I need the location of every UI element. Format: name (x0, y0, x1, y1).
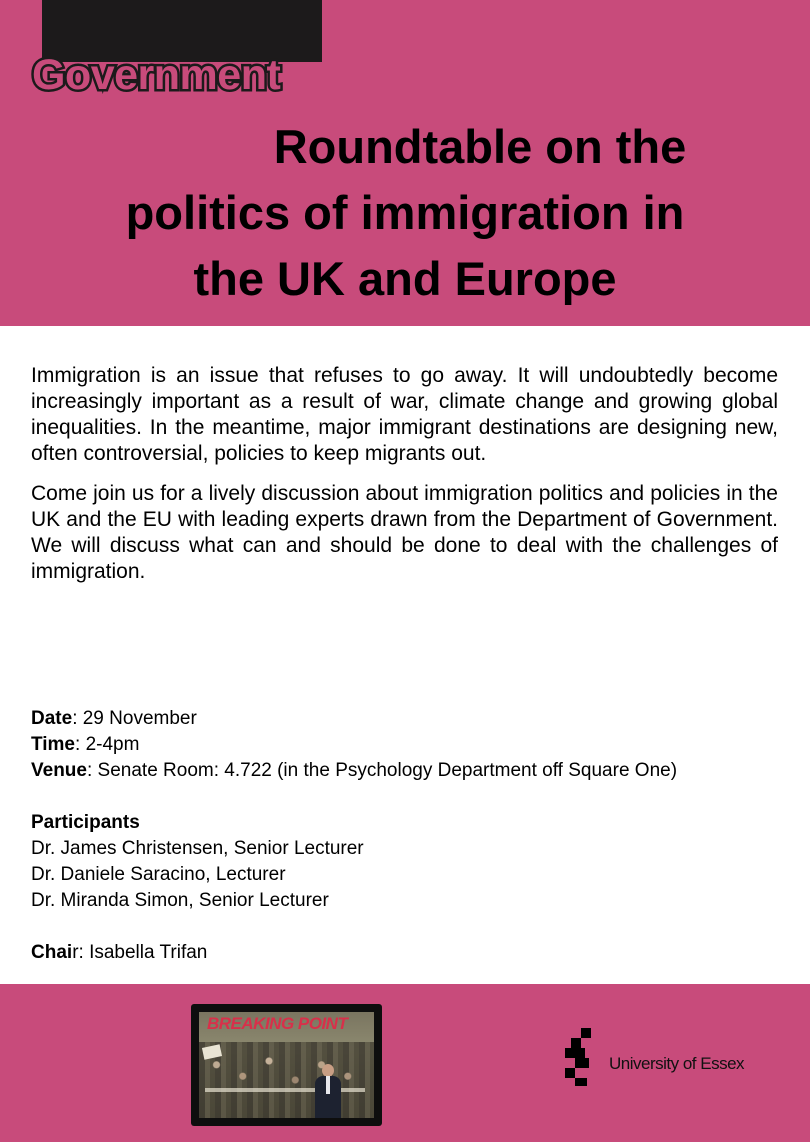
department-logo-text: Government (32, 51, 281, 99)
spacer (31, 914, 791, 940)
venue-value: : Senate Room: 4.722 (in the Psychology Department off Square One) (86, 760, 678, 781)
description-paragraph-2: Come join us for a lively discussion about immigration politics and policies in the UK and the EU with leading experts drawn from the Department of Government. We will discuss what can and should be done to deal with the challenges of immigration. (31, 482, 778, 583)
time-row (31, 732, 791, 758)
participant-1: Dr. James Christensen, Senior Lecturer (31, 838, 364, 859)
breaking-point-poster-image (191, 1004, 382, 1126)
participant-3: Dr. Miranda Simon, Senior Lecturer (31, 890, 329, 911)
chair-value: r: Isabella Trifan (72, 942, 208, 963)
description (31, 363, 778, 599)
title-line-2: politics of immigration in (125, 186, 685, 239)
participant-2: Dr. Daniele Saracino, Lecturer (31, 864, 286, 885)
time-label: Time (31, 734, 76, 755)
event-details (31, 706, 791, 966)
date-row (31, 706, 791, 732)
participants-heading: Participants (31, 812, 140, 833)
date-value: : 29 November (72, 708, 197, 729)
time-value: : 2-4pm (75, 734, 140, 755)
poster-title: BREAKING POINT (207, 1014, 348, 1033)
venue-row (31, 758, 791, 784)
poster-caption-bar (205, 1088, 365, 1092)
university-name: University of Essex (609, 1054, 745, 1073)
footer-banner (0, 984, 810, 1142)
event-title (0, 114, 810, 312)
essex-logo-icon (565, 1028, 597, 1084)
venue-label: Venue (31, 760, 87, 781)
date-label: Date (31, 708, 73, 729)
chair-row (31, 940, 791, 966)
spacer (31, 784, 791, 810)
description-paragraph-1: Immigration is an issue that refuses to go away. It will undoubtedly become increasingly important as a result of war, climate change and growing global inequalities. In the meantime, major immigrant destinations are designing new, often controversial, policies to keep migrants out. (31, 364, 778, 465)
university-logo (565, 1028, 795, 1098)
title-line-1: Roundtable on the (273, 120, 687, 173)
title-line-3: the UK and Europe (193, 252, 617, 305)
chair-label: Chai (31, 942, 73, 963)
header-banner (0, 0, 810, 326)
poster-figure (315, 1064, 341, 1118)
crowd-illustration (199, 1042, 374, 1118)
poster-photo (199, 1012, 374, 1118)
